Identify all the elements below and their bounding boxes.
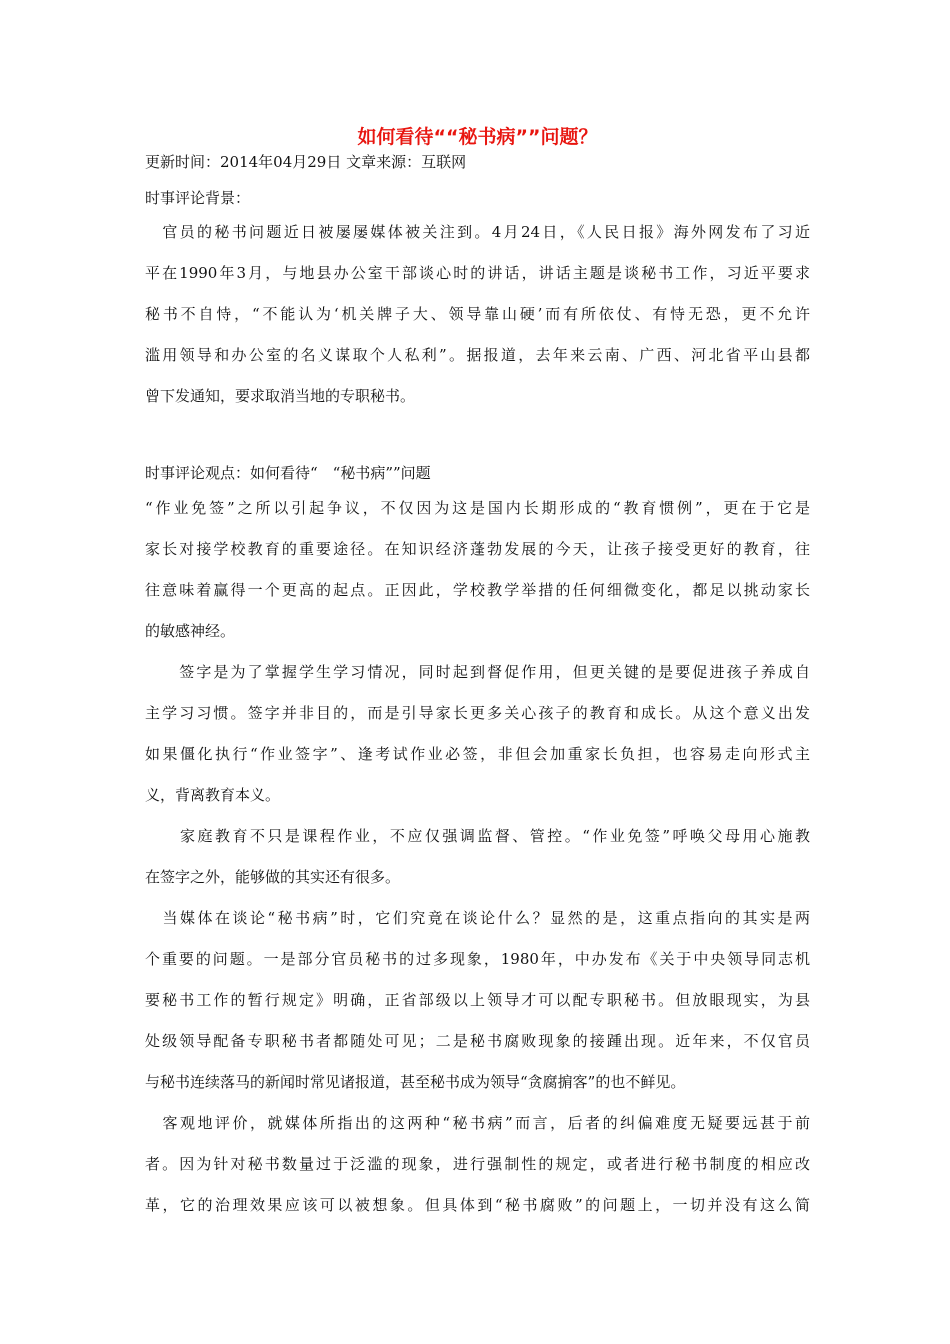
paragraph-homework xyxy=(145,488,810,652)
paragraph-line: 义，背离教育本义。 xyxy=(145,786,281,804)
paragraph-line: 家长对接学校教育的重要途径。在知识经济蓬勃发展的今天，让孩子接受更好的教育，往 xyxy=(145,540,810,558)
paragraph-line: 在签字之外，能够做的其实还有很多。 xyxy=(145,868,401,886)
paragraph-line: 客观地评价，就媒体所指出的这两种“秘书病”而言，后者的纠偏难度无疑要远甚于前 xyxy=(145,1114,810,1132)
paragraph-evaluation xyxy=(145,1103,810,1226)
paragraph-signature xyxy=(145,652,810,816)
paragraph-background xyxy=(145,212,810,417)
paragraph-secretary-disease xyxy=(145,898,810,1103)
paragraph-line: 要秘书工作的暂行规定》明确，正省部级以上领导才可以配专职秘书。但放眼现实，为县 xyxy=(145,991,810,1009)
article-meta: 更新时间：2014年04月29日 文章来源：互联网 xyxy=(145,153,467,171)
paragraph-line: 往意味着赢得一个更高的起点。正因此，学校教学举措的任何细微变化，都足以挑动家长 xyxy=(145,581,810,599)
paragraph-line: 革，它的治理效果应该可以被想象。但具体到“秘书腐败”的问题上，一切并没有这么简 xyxy=(145,1196,810,1214)
paragraph-line: 官员的秘书问题近日被屡屡媒体被关注到。4月24日，《人民日报》海外网发布了习近 xyxy=(145,223,810,241)
paragraph-line: 滥用领导和办公室的名义谋取个人私利”。据报道，去年来云南、广西、河北省平山县都 xyxy=(145,346,810,364)
paragraph-line: 当媒体在谈论“秘书病”时，它们究竟在谈论什么？显然的是，这重点指向的其实是两 xyxy=(145,909,810,927)
paragraph-line: 平在1990年3月，与地县办公室干部谈心时的讲话，讲话主题是谈秘书工作，习近平要求 xyxy=(145,264,810,282)
paragraph-line: 秘书不自恃，“不能认为‘机关牌子大、领导靠山硬’而有所依仗、有恃无恐，更不允许 xyxy=(145,305,810,323)
paragraph-line: 曾下发通知，要求取消当地的专职秘书。 xyxy=(145,387,416,405)
paragraph-line: 签字是为了掌握学生学习情况，同时起到督促作用，但更关键的是要促进孩子养成自 xyxy=(145,663,810,681)
paragraph-family-education xyxy=(145,816,810,898)
paragraph-line: 者。因为针对秘书数量过于泛滥的现象，进行强制性的规定，或者进行秘书制度的相应改 xyxy=(145,1155,810,1173)
paragraph-line: 个重要的问题。一是部分官员秘书的过多现象，1980年，中办发布《关于中央领导同志机 xyxy=(145,950,810,968)
paragraph-line: 主学习习惯。签字并非目的，而是引导家长更多关心孩子的教育和成长。从这个意义出发 xyxy=(145,704,810,722)
paragraph-line: 处级领导配备专职秘书者都随处可见；二是秘书腐败现象的接踵出现。近年来，不仅官员 xyxy=(145,1032,810,1050)
background-heading: 时事评论背景： xyxy=(145,189,251,207)
paragraph-line: 的敏感神经。 xyxy=(145,622,236,640)
article-title: 如何看待““秘书病””问题？ xyxy=(357,126,598,148)
paragraph-line: 家庭教育不只是课程作业，不应仅强调监督、管控。“作业免签”呼唤父母用心施教 xyxy=(145,827,810,845)
paragraph-line: “作业免签”之所以引起争议，不仅因为这是国内长期形成的“教育惯例”，更在于它是 xyxy=(145,499,810,517)
paragraph-line: 与秘书连续落马的新闻时常见诸报道，甚至秘书成为领导“贪腐掮客”的也不鲜见。 xyxy=(145,1073,686,1091)
paragraph-line: 如果僵化执行“作业签字”、逢考试作业必签，非但会加重家长负担，也容易走向形式主 xyxy=(145,745,810,763)
viewpoint-heading: 时事评论观点：如何看待“ “秘书病””问题 xyxy=(145,464,431,482)
